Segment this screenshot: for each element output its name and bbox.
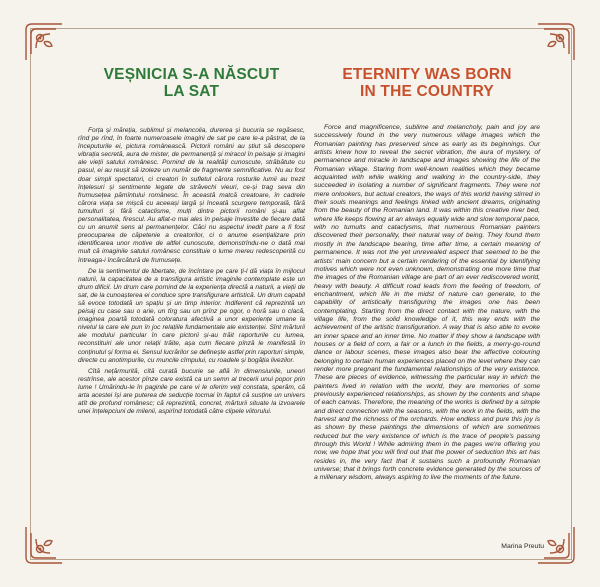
- romanian-column: [78, 66, 305, 419]
- corner-ornament-bottom-left: [22, 523, 66, 567]
- english-column: [314, 66, 540, 486]
- english-title-line-2: IN THE COUNTRY: [360, 83, 494, 100]
- romanian-title: [78, 66, 305, 100]
- english-title: [314, 66, 540, 100]
- romanian-title-line-2: LA SAT: [163, 83, 220, 100]
- romanian-paragraph: Forța și măreția, sublimul și melancolia, durerea și bucuria se regăsesc, rînd pe rînd, în foarte numeroasele imagini de sat pe care le-a păstrat, de la începuturile ei, pictura românească. Pictorii români au știut să descopere vibrația secretă, aura de mister, de permanență și miracol în peisaje și imagini ale vieții satului românesc. Pornind de la realități cunoscute, străbătute cu pasul, ei au reușit să izoleze un număr de fragmente semnificative. Nu au fost doar simpli spectatori, ci creatori în sufletul cărora rosturile lumii au trezit înțelesuri și sentimente legate de străvechi vieuri, ce-și trag seva din frumusețea pămîntului românesc. În această matcă creatoare, în cadrele cărora viața se mișcă cu aceeași largă și înceată scurgere temporală, fără tumulturi și fără cataclisme, mulți dintre pictorii români și-au aflat personalitatea, firescul. Au aflat-o mai ales în peisaje învestite de fiecare dată cu un anumit sens al permanențelor. Căci nu aspectul inedit pare a fi fost preocuparea de căpetenie a creatorilor, ci o anume esențializare prin identificarea unor motive de altfel cunoscute, demonstrîndu-ne o dată mai mult că imaginile satului românesc constituie o lume mereu redescoperită cu întreaga-i încărcătură de frumusețe.: [78, 127, 305, 264]
- author-signature: Marina Preutu: [501, 543, 544, 550]
- english-title-line-1: ETERNITY WAS BORN: [342, 66, 512, 83]
- english-body: [314, 124, 540, 483]
- romanian-paragraph: Cîtă nețărmurită, cîtă curată bucurie se află în dimensiunile, uneori restrînse, ale acestor pînze care există ca un semn al trecerii unui popor prin lume ! Umărindu-le în paginile pe care vi le oferim veți constata, sperăm, că arta acestei își are puterea de seducție tocmai în faptul că susține un univers atît de profund românesc; că reprezintă, concret, mărturii situate la izvoarele unei înțelepciuni de milenii, aspirînd totodată către clipele viitorului.: [78, 367, 305, 416]
- corner-ornament-top-right: [534, 20, 578, 64]
- romanian-title-line-1: VEȘNICIA S-A NĂSCUT: [103, 66, 280, 83]
- english-paragraph: Force and magnificence, sublime and melancholy, pain and joy are successively found in the very numerous village images which the Romanian painting has preserved since as early as its beginnings. Our artists knew how to reveal the secret vibration, the aura of mystery, of permanence and miracle in landscape and images showing the life of the Romanian village. Staring from well-known realities which they became acquainted with while walking and walking in the country-side, they succeeded in isolating a number of significant fragments. They were not mere onlookers, but actual creators, the ways of this world having stirred in their souls meanings and feelings linked with ancient dreams, originating from the beauty of the Romanian land. It was within this creative river bed, where life keeps flowing at an always equally wide and slow temporal pace, with no tumults and cataclysms, that numerous Romanian painters discovered their personality, their natural way of being. They found them mostly in the landscape bearing, time after time, a certain meaning of permanence. It was not the yet unrevealed aspect that seemed to be the artists' main concern but a certain rendering of the essential by identifying motives which were not even unknown, demonstrating one more time that the images of the Romanian village are part of an ever rediscovered world, heavy with beauty. A difficult road leads from the feeling of freedom, of enchantment, which life in the midst of nature can generate, to the capability of artistically transfiguring the images one has been contemplating. Starting from the direct contact with the nature, with the village life, from the solid knowledge of it, this way ends with the achievement of the artistic transfiguration. A way that is also able to evoke an inner space and an inner time. No matter if they show a landscape with houses or a field of corn, a fair or a lunch in the fields, a merry-go-round dance or labour scenes, these images also bear the affective colouring belonging to certain human experiences placed on the level where they can render more pregnant the fundamental relationships of the very existence. These are pieces of evidence, witnessing the particular way in which the painters lived in relation with the world, they are memories of some previously experienced relationships, as shown by the contents and shape of each canvas. Therefore, the meaning of the works is defined by a simple and direct connection with the seasons, with the work in the fields, with the harvest and the richness of the orchards. How endless and pure this joy is as shown by these paintings the dimensions of which are sometimes reduced but the very existence of which is the trace of people's passing through this World ! While admiring them in the pages we're offering you now, we hope that you will find out that the power of seduction this art has resides in, the very fact that it sustains such a profoundly Romanian universe; that it brings forth concrete evidence generated by the sources of a millenary wisdom, always aspiring to live the moments of the future.: [314, 124, 540, 482]
- corner-ornament-top-left: [22, 20, 66, 64]
- romanian-body: [78, 127, 305, 416]
- romanian-paragraph: De la sentimentul de libertate, de încîntare pe care ți-l dă viața în mijlocul naturii, la capacitatea de a transfigura artistic imaginile contemplate este un drum dificil. Un drum care pornind de la experiența directă a naturii, a vieții de sat, de la cunoașterea ei conduce spre transfigurare artistică. Un drum capabil să evoce totodată un spațiu și un timp interior. Indiferent că reprezintă un peisaj cu case sau o arie, un tîrg sau un prînz pe ogor, o horă sau o clacă, imaginea poartă totodată coloratura afectivă a unor experiențe umane la nivelul la care ele pun în joc relațiile fundamentale ale existenței. Sînt mărturii ale modului particular în care pictorii și-au trăit raporturile cu lumea, reconstituiri ale unor relații trăite, așa cum fiecare pînză le manifestă în conținutul și forma ei. Sensul lucrărilor se definește astfel prin raporturi simple, directe cu anotimpurile, cu muncile cîmpului, cu roadele și bogăția livezilor.: [78, 267, 305, 364]
